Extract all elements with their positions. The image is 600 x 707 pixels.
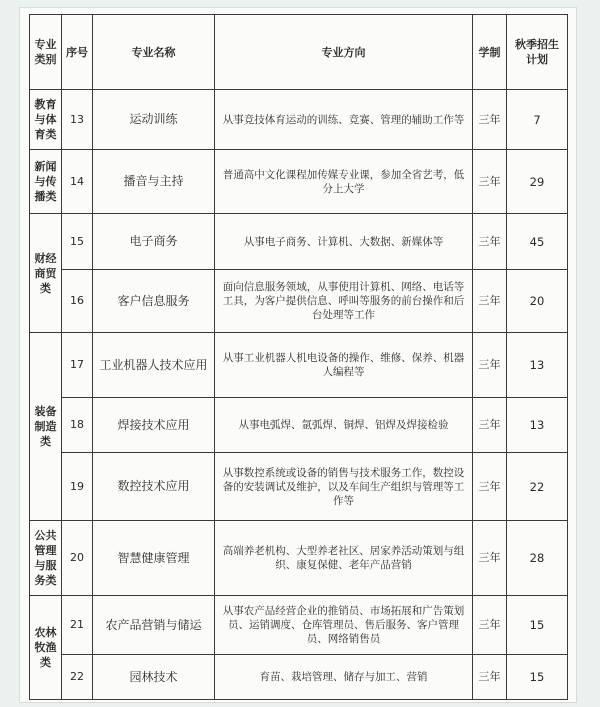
number-cell: 22 (62, 655, 93, 700)
category-cell: 公共管理与服务类 (30, 521, 62, 596)
major-cell: 园林技术 (93, 655, 215, 700)
direction-cell: 从事数控系统或设备的销售与技术服务工作，数控设备的安装调试及维护，以及车间生产组织与管理等工作等 (215, 453, 473, 521)
years-cell: 三年 (473, 214, 507, 270)
number-cell: 20 (62, 521, 93, 596)
years-cell: 三年 (473, 333, 507, 398)
direction-cell: 普通高中文化课程加传媒专业课，参加全省艺考，低分上大学 (215, 150, 473, 214)
document-sheet (20, 8, 576, 702)
table-row (30, 150, 568, 214)
plan-cell: 15 (507, 596, 568, 655)
major-cell: 播音与主持 (93, 150, 215, 214)
direction-cell: 高端养老机构、大型养老社区、居家养活动策划与组织、康复保健、老年产品营销 (215, 521, 473, 596)
number-cell: 15 (62, 214, 93, 270)
header-major: 专业名称 (93, 15, 215, 90)
table-row (30, 521, 568, 596)
number-cell: 14 (62, 150, 93, 214)
direction-cell: 从事电子商务、计算机、大数据、新媒体等 (215, 214, 473, 270)
table-row (30, 398, 568, 453)
plan-cell: 22 (507, 453, 568, 521)
number-cell: 13 (62, 90, 93, 150)
table-row (30, 333, 568, 398)
years-cell: 三年 (473, 521, 507, 596)
plan-cell: 20 (507, 270, 568, 333)
number-cell: 17 (62, 333, 93, 398)
direction-cell: 从事竞技体育运动的训练、竞赛、管理的辅助工作等 (215, 90, 473, 150)
direction-cell: 从事电弧焊、氩弧焊、铜焊、铝焊及焊接检验 (215, 398, 473, 453)
category-cell: 教育与体育类 (30, 90, 62, 150)
direction-cell: 从事农产品经营企业的推销员、市场拓展和广告策划员、运销调度、仓库管理员、售后服务、客户管理员、网络销售员 (215, 596, 473, 655)
years-cell: 三年 (473, 655, 507, 700)
category-cell: 装备制造类 (30, 333, 62, 521)
number-cell: 16 (62, 270, 93, 333)
major-cell: 数控技术应用 (93, 453, 215, 521)
table-row (30, 270, 568, 333)
header-direction: 专业方向 (215, 15, 473, 90)
plan-cell: 13 (507, 333, 568, 398)
table-row (30, 655, 568, 700)
plan-cell: 13 (507, 398, 568, 453)
major-cell: 客户信息服务 (93, 270, 215, 333)
years-cell: 三年 (473, 596, 507, 655)
plan-cell: 29 (507, 150, 568, 214)
category-cell: 新闻与传播类 (30, 150, 62, 214)
header-plan: 秋季招生计划 (507, 15, 568, 90)
plan-cell: 7 (507, 90, 568, 150)
major-cell: 智慧健康管理 (93, 521, 215, 596)
header-number: 序号 (62, 15, 93, 90)
major-cell: 运动训练 (93, 90, 215, 150)
number-cell: 19 (62, 453, 93, 521)
table-row (30, 214, 568, 270)
plan-cell: 45 (507, 214, 568, 270)
majors-table (29, 14, 568, 700)
major-cell: 农产品营销与储运 (93, 596, 215, 655)
years-cell: 三年 (473, 398, 507, 453)
major-cell: 焊接技术应用 (93, 398, 215, 453)
table-row (30, 90, 568, 150)
years-cell: 三年 (473, 270, 507, 333)
years-cell: 三年 (473, 90, 507, 150)
number-cell: 18 (62, 398, 93, 453)
plan-cell: 28 (507, 521, 568, 596)
number-cell: 21 (62, 596, 93, 655)
table-row (30, 596, 568, 655)
years-cell: 三年 (473, 150, 507, 214)
major-cell: 工业机器人技术应用 (93, 333, 215, 398)
category-cell: 农林牧渔类 (30, 596, 62, 700)
direction-cell: 育苗、栽培管理、储存与加工、营销 (215, 655, 473, 700)
header-years: 学制 (473, 15, 507, 90)
plan-cell: 15 (507, 655, 568, 700)
table-row (30, 453, 568, 521)
header-category: 专业类别 (30, 15, 62, 90)
category-cell: 财经商贸类 (30, 214, 62, 333)
years-cell: 三年 (473, 453, 507, 521)
major-cell: 电子商务 (93, 214, 215, 270)
direction-cell: 面向信息服务领域，从事使用计算机、网络、电话等工具，为客户提供信息、呼叫等服务的前台操作和后台处理等工作 (215, 270, 473, 333)
direction-cell: 从事工业机器人机电设备的操作、维修、保养、机器人编程等 (215, 333, 473, 398)
header-row (30, 15, 568, 90)
